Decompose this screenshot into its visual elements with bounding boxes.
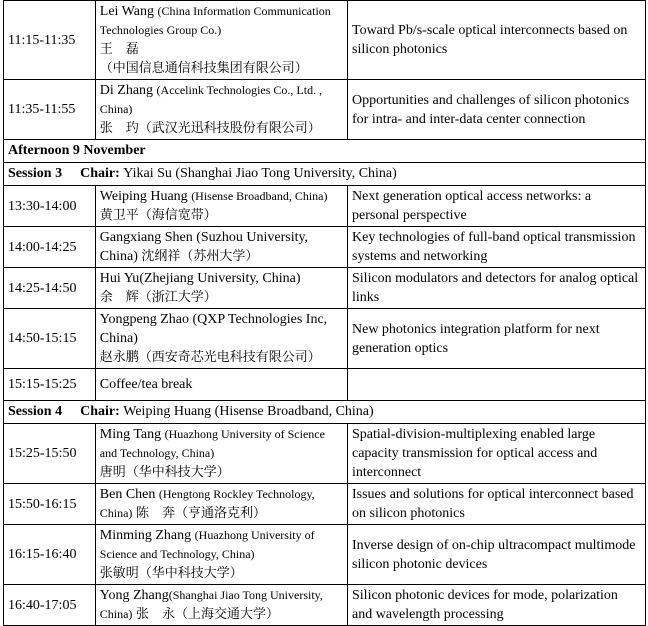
speaker-name: Weiping Huang — [99, 189, 188, 204]
speaker-org: (Hengtong Rockley Technology, China) — [99, 487, 315, 520]
table-row — [4, 309, 646, 369]
speaker-cell — [95, 186, 347, 227]
table-row — [4, 80, 646, 140]
table-row — [4, 484, 646, 525]
chair-label: Chair: — [80, 166, 120, 181]
speaker-org: (Accelink Technologies Co., Ltd. , China) — [99, 83, 323, 116]
speaker-cn-org: （中国信息通信科技集团有限公司） — [99, 61, 308, 76]
session-header-row — [4, 163, 646, 186]
talk-title-empty — [348, 369, 646, 401]
time-cell: 11:15-11:35 — [4, 1, 96, 80]
time-cell: 11:35-11:55 — [4, 80, 96, 140]
chair-name: Weiping Huang (Hisense Broadband, China) — [123, 404, 374, 419]
time-cell: 14:25-14:50 — [4, 268, 96, 309]
session-header — [4, 163, 646, 186]
talk-title: New photonics integration platform for next generation optics — [348, 309, 646, 369]
time-cell: 14:50-15:15 — [4, 309, 96, 369]
table-row — [4, 1, 646, 80]
speaker-cell — [95, 80, 347, 140]
table-row — [4, 424, 646, 484]
speaker-name: Di Zhang — [99, 83, 154, 98]
talk-title: Next generation optical access networks: a personal perspective — [348, 186, 646, 227]
session-label: Session 3 — [8, 166, 63, 181]
speaker-org: (QXP Technologies Inc, China) — [99, 312, 328, 346]
speaker-cn: 唐明（华中科技大学） — [99, 465, 230, 480]
time-cell: 15:15-15:25 — [4, 369, 96, 401]
talk-title: Inverse design of on-chip ultracompact multimode silicon photonic devices — [348, 525, 646, 585]
schedule-table — [3, 0, 646, 626]
speaker-org: (Huazhong University of Science and Technology, China) — [99, 528, 315, 561]
speaker-cn: 张敏明（华中科技大学） — [99, 566, 243, 581]
session-header-row — [4, 401, 646, 424]
session-label: Session 4 — [8, 404, 63, 419]
table-row — [4, 369, 646, 401]
afternoon-header-row — [4, 140, 646, 163]
speaker-org: (Huazhong University of Science and Technology, China) — [99, 427, 325, 460]
talk-title: Toward Pb/s-scale optical interconnects based on silicon photonics — [348, 1, 646, 80]
table-row — [4, 268, 646, 309]
speaker-cell — [95, 309, 347, 369]
speaker-org: (Suzhou University, China) — [99, 230, 309, 264]
speaker-cn: 余 辉（浙江大学） — [99, 290, 217, 305]
speaker-cn-name: 王 磊 — [99, 42, 139, 57]
speaker-cell — [95, 268, 347, 309]
speaker-cn: 张 永（上海交通大学） — [135, 607, 279, 622]
speaker-name: Yongpeng Zhao — [99, 312, 189, 327]
speaker-name: Hui Yu — [99, 271, 140, 286]
speaker-name: Ming Tang — [99, 427, 162, 442]
speaker-cn: 赵永鹏（西安奇芯光电科技有限公司） — [99, 350, 321, 365]
talk-title: Silicon modulators and detectors for analog optical links — [348, 268, 646, 309]
speaker-org: (China Information Communication Technologies Group Co.) — [99, 4, 331, 37]
speaker-name: Minming Zhang — [99, 528, 192, 543]
session-header — [4, 401, 646, 424]
time-cell: 16:40-17:05 — [4, 585, 96, 626]
speaker-cell — [95, 424, 347, 484]
speaker-cn-name: 张 玓 — [99, 121, 139, 136]
time-cell: 14:00-14:25 — [4, 227, 96, 268]
talk-title: Silicon photonic devices for mode, polarization and wavelength processing — [348, 585, 646, 626]
speaker-cell — [95, 1, 347, 80]
talk-title: Key technologies of full-band optical transmission systems and networking — [348, 227, 646, 268]
afternoon-header: Afternoon 9 November — [4, 140, 646, 163]
speaker-name: Ben Chen — [99, 487, 156, 502]
speaker-cn: 黄卫平（海信宽带） — [99, 208, 217, 223]
speaker-cn-org: （武汉光迅科技股份有限公司） — [138, 121, 321, 136]
table-row — [4, 525, 646, 585]
time-cell: 13:30-14:00 — [4, 186, 96, 227]
speaker-org: (Zhejiang University, China) — [139, 271, 301, 286]
speaker-cn: 陈 奔（亨通洛克利） — [135, 506, 266, 521]
chair-label: Chair: — [80, 404, 120, 419]
table-row — [4, 186, 646, 227]
talk-title: Opportunities and challenges of silicon photonics for intra- and inter-data center connection — [348, 80, 646, 140]
time-cell: 16:15-16:40 — [4, 525, 96, 585]
speaker-cn: 沈纲祥（苏州大学） — [141, 249, 259, 264]
chair-name: Yikai Su (Shanghai Jiao Tong University, China) — [123, 166, 397, 181]
speaker-cell — [95, 525, 347, 585]
table-row — [4, 227, 646, 268]
talk-title: Spatial-division-multiplexing enabled large capacity transmission for optical access and interconnect — [348, 424, 646, 484]
table-row — [4, 585, 646, 626]
break-cell: Coffee/tea break — [95, 369, 347, 401]
speaker-name: Gangxiang Shen — [99, 230, 193, 245]
speaker-name: Lei Wang — [99, 4, 154, 19]
speaker-cell — [95, 227, 347, 268]
talk-title: Issues and solutions for optical interconnect based on silicon photonics — [348, 484, 646, 525]
speaker-cell — [95, 585, 347, 626]
time-cell: 15:25-15:50 — [4, 424, 96, 484]
speaker-org: (Shanghai Jiao Tong University, China) — [99, 588, 323, 621]
speaker-name: Yong Zhang — [99, 588, 169, 603]
speaker-org: (Hisense Broadband, China) — [191, 189, 328, 203]
speaker-cell — [95, 484, 347, 525]
time-cell: 15:50-16:15 — [4, 484, 96, 525]
